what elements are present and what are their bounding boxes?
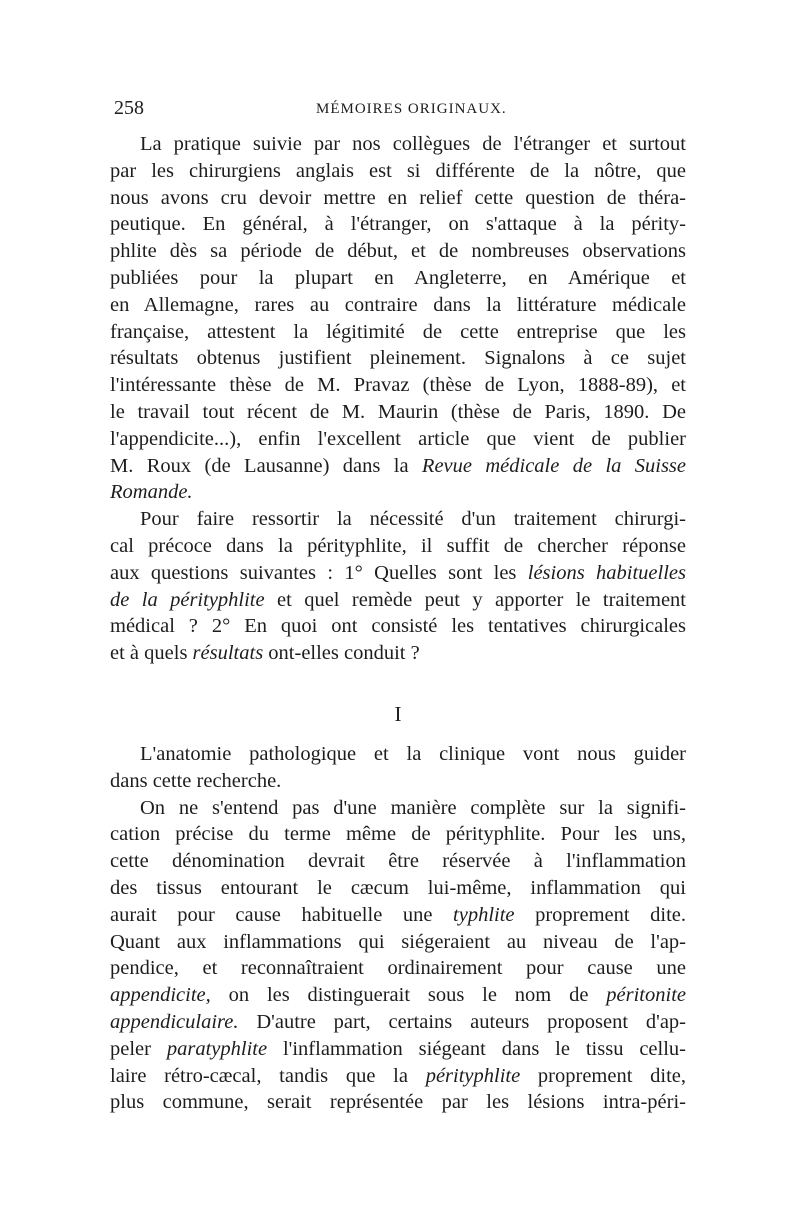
text-line — [110, 982, 686, 1009]
text-line: Quant aux inflammations qui siégeraient au niveau de l'ap- — [110, 930, 686, 953]
text-segment: et quel remède peut y apporter le traitement — [264, 588, 686, 611]
paragraph-foreign-practice — [110, 131, 686, 506]
text-segment: proprement dite, — [520, 1064, 686, 1087]
text-line: peutique. En général, à l'étranger, on s'attaque à la périty- — [110, 213, 686, 236]
text-line — [110, 587, 686, 614]
text-segment: peler — [110, 1037, 167, 1060]
text-line: phlite dès sa période de début, et de nombreuses observations — [110, 240, 686, 263]
text-line: en Allemagne, rares au contraire dans la littérature médicale — [110, 293, 686, 316]
text-line — [110, 560, 686, 587]
running-title: MÉMOIRES ORIGINAUX. — [316, 101, 507, 117]
text-line: publiées pour la plupart en Angleterre, en Amérique et — [110, 266, 686, 289]
paragraph-guide — [110, 741, 686, 795]
text-segment: ont-elles conduit ? — [263, 642, 420, 665]
text-segment: laire rétro-cæcal, tandis que la — [110, 1064, 426, 1087]
text-line: l'intéressante thèse de M. Pravaz (thèse de Lyon, 1888-89), et — [110, 374, 686, 397]
text-line: La pratique suivie par nos collègues de l'étranger et surtout — [140, 133, 686, 155]
text-line — [110, 1063, 686, 1090]
italic-term: de la pérityphlite — [110, 588, 265, 611]
text-line: nous avons cru devoir mettre en relief cette question de théra- — [110, 186, 686, 209]
text-line — [110, 640, 686, 667]
text-segment: proprement dite. — [514, 903, 687, 926]
text-line: On ne s'entend pas d'une manière complète sur la signifi- — [140, 796, 686, 819]
text-line — [110, 1009, 686, 1036]
text-line: médical ? 2° En quoi ont consisté les tentatives chirurgicales — [110, 615, 686, 638]
italic-term: appendicite, — [110, 984, 211, 1007]
italic-term: pérityphlite — [425, 1064, 521, 1087]
text-line — [110, 453, 686, 480]
paragraph-definition — [110, 795, 686, 1117]
italic-term: typhlite — [453, 903, 515, 926]
page-header — [110, 97, 686, 131]
text-line: l'appendicite...), enfin l'excellent article que vient de publier — [110, 427, 686, 450]
italic-term: lésions habituelles — [527, 561, 686, 584]
text-line — [110, 1036, 686, 1063]
text-line — [110, 479, 686, 506]
text-segment: on les distinguerait sous le nom de — [210, 984, 607, 1007]
italic-term: appendiculaire. — [110, 1010, 239, 1033]
italic-term: paratyphlite — [166, 1037, 268, 1060]
text-line: par les chirurgiens anglais est si différente de la nôtre, que — [110, 159, 686, 182]
book-page — [110, 97, 686, 1116]
text-line: L'anatomie pathologique et la clinique vont nous guider — [140, 742, 686, 765]
text-segment: et à quels — [110, 642, 193, 665]
text-line: française, attestent la légitimité de cette entreprise que les — [110, 320, 686, 343]
page-number: 258 — [114, 97, 144, 119]
journal-title-end: Romande. — [110, 481, 193, 504]
text-line: des tissus entourant le cæcum lui-même, inflammation qui — [110, 876, 686, 899]
text-segment: l'inflammation siégeant dans le tissu cellu- — [267, 1037, 686, 1060]
text-line: plus commune, serait représentée par les lésions intra-péri- — [110, 1091, 686, 1114]
italic-term: résultats — [192, 642, 264, 665]
journal-title: Revue médicale de la Suisse — [421, 454, 687, 477]
text-segment: M. Roux (de Lausanne) dans la — [110, 454, 422, 477]
text-segment: aurait pour cause habituelle une — [110, 903, 454, 926]
text-segment: D'autre part, certains auteurs proposent d'ap- — [238, 1010, 686, 1033]
text-line: Pour faire ressortir la nécessité d'un traitement chirurgi- — [140, 508, 686, 531]
text-segment: aux questions suivantes : 1° Quelles sont les — [110, 561, 528, 584]
text-line: dans cette recherche. — [110, 769, 282, 792]
text-line: résultats obtenus justifient pleinement. Signalons à ce sujet — [110, 347, 686, 370]
text-line: cal précoce dans la pérityphlite, il suffit de chercher réponse — [110, 534, 686, 557]
text-line: pendice, et reconnaîtraient ordinairement pour cause une — [110, 957, 686, 980]
section-heading: I — [394, 701, 402, 726]
paragraph-questions — [110, 506, 686, 667]
text-line — [110, 902, 686, 929]
text-line: cation précise du terme même de pérityphlite. Pour les uns, — [110, 823, 686, 846]
text-line: le travail tout récent de M. Maurin (thèse de Paris, 1890. De — [110, 400, 686, 423]
italic-term: péritonite — [606, 984, 686, 1007]
text-line: cette dénomination devrait être réservée à l'inflammation — [110, 850, 686, 873]
